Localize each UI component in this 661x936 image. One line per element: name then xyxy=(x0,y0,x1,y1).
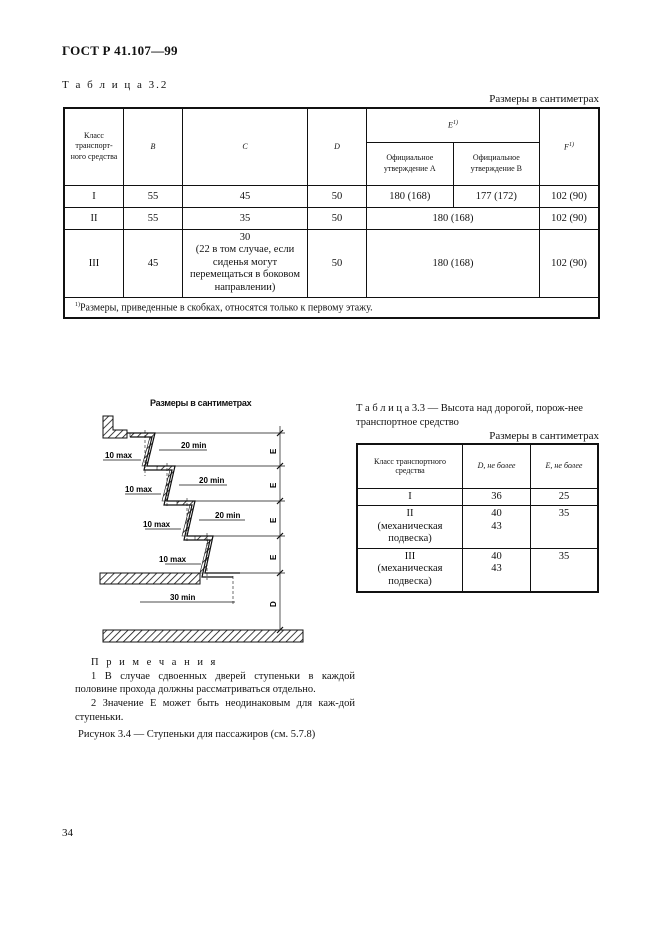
cell-e: 35 xyxy=(531,506,598,549)
table-3-2-caption: Т а б л и ц а 3.2 xyxy=(62,79,169,91)
cell-d: 36 xyxy=(463,488,531,506)
note-1: 1 В случае сдвоенных дверей ступеньки в каждой половине прохода должны рассматриваться отдельно. xyxy=(75,670,355,696)
page-number: 34 xyxy=(62,827,73,839)
table-3-3 xyxy=(356,443,599,593)
cell-class: I xyxy=(357,488,463,506)
cell-class: I xyxy=(64,185,124,207)
col-e-b-header: Официальное утверждение В xyxy=(453,142,539,185)
cell-f: 102 (90) xyxy=(540,229,600,297)
steps-diagram xyxy=(95,408,310,650)
cell-e: 25 xyxy=(531,488,598,506)
cell-class: III (механическая подвеска) xyxy=(357,548,463,591)
dim-10max-label: 10 max xyxy=(105,451,133,460)
table-row xyxy=(357,488,598,506)
cell-e-b: 177 (172) xyxy=(453,185,539,207)
table-3-2 xyxy=(63,107,600,319)
cell-class: II xyxy=(64,207,124,229)
col-e-header: E, не более xyxy=(531,444,598,488)
col-d-header: D, не более xyxy=(463,444,531,488)
cell-d: 50 xyxy=(308,229,367,297)
table-row xyxy=(64,229,599,297)
cell-class: III xyxy=(64,229,124,297)
cell-c: 30 (22 в том случае, если сиденья могут перемещаться в боковом направлении) xyxy=(183,229,308,297)
table-row xyxy=(64,185,599,207)
note-2: 2 Значение E может быть неодинаковым для каж-дой ступеньки. xyxy=(75,697,355,723)
table-row xyxy=(357,506,598,549)
table-row xyxy=(357,548,598,591)
cell-c: 45 xyxy=(183,185,308,207)
notes-title: П р и м е ч а н и я xyxy=(91,657,218,668)
document-header: ГОСТ Р 41.107—99 xyxy=(62,43,178,58)
dim-30min-label: 30 min xyxy=(170,593,196,602)
dim-10max-label: 10 max xyxy=(125,485,153,494)
table-footnote: $^{1)}$Размеры, приведенные в скобках, относятся только к первому этажу. xyxy=(64,297,599,318)
cell-e-a: 180 (168) xyxy=(367,185,454,207)
cell-c: 35 xyxy=(183,207,308,229)
cell-class: II (механическая подвеска) xyxy=(357,506,463,549)
col-e-header: $E^{1)}$ xyxy=(367,108,540,142)
dim-e-label: E xyxy=(269,448,278,454)
table-3-3-units: Размеры в сантиметрах xyxy=(489,430,599,442)
table-row xyxy=(64,207,599,229)
dim-20min-label: 20 min xyxy=(215,511,241,520)
cell-e: 180 (168) xyxy=(367,229,540,297)
col-f-header: $F^{1)}$ xyxy=(540,108,600,185)
cell-b: 45 xyxy=(124,229,183,297)
figure-caption: Рисунок 3.4 — Ступеньки для пассажиров (см. 5.7.8) xyxy=(78,729,316,740)
col-e-a-header: Официальное утверждение А xyxy=(367,142,454,185)
cell-e: 180 (168) xyxy=(367,207,540,229)
cell-b: 55 xyxy=(124,185,183,207)
col-c-header: C xyxy=(183,108,308,185)
dim-20min-label: 20 min xyxy=(181,441,207,450)
cell-d: 50 xyxy=(308,207,367,229)
cell-e: 35 xyxy=(531,548,598,591)
dim-10max-label: 10 max xyxy=(143,520,171,529)
cell-f: 102 (90) xyxy=(540,185,600,207)
col-class-header: Класс транспорт-ного средства xyxy=(64,108,124,185)
cell-b: 55 xyxy=(124,207,183,229)
col-class-header: Класс транспортного средства xyxy=(357,444,463,488)
cell-d: 40 43 xyxy=(463,506,531,549)
cell-f: 102 (90) xyxy=(540,207,600,229)
dim-e-label: E xyxy=(269,554,278,560)
figure-title: Размеры в сантиметрах xyxy=(150,398,252,408)
dim-e-label: E xyxy=(269,482,278,488)
col-b-header: B xyxy=(124,108,183,185)
dim-10max-label: 10 max xyxy=(159,555,187,564)
table-3-2-units: Размеры в сантиметрах xyxy=(489,93,599,105)
col-d-header: D xyxy=(308,108,367,185)
cell-d: 40 43 xyxy=(463,548,531,591)
cell-d: 50 xyxy=(308,185,367,207)
dim-20min-label: 20 min xyxy=(199,476,225,485)
notes xyxy=(75,656,355,724)
dim-d-label: D xyxy=(269,601,278,607)
dim-e-label: E xyxy=(269,517,278,523)
table-3-3-caption: Т а б л и ц а 3.3 — Высота над дорогой, порож-нее транспортное средство xyxy=(356,403,583,428)
